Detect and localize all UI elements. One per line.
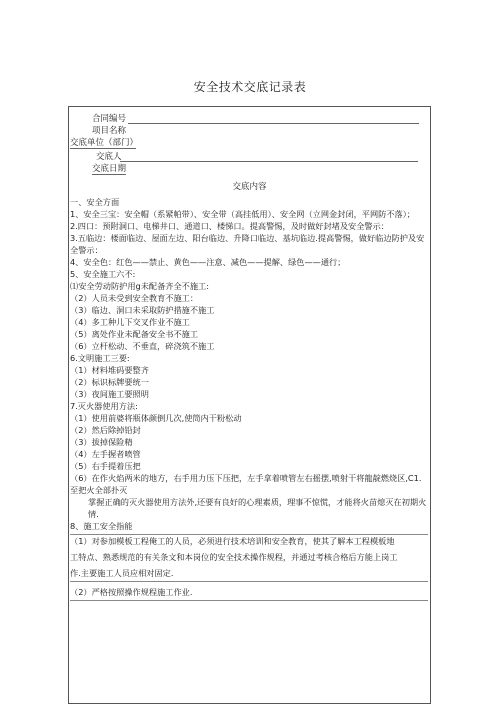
content-line: （4）多工种儿下交叉作业不施工 [70, 317, 190, 327]
content-line: 掌握正确的灭火器使用方法外,还要有良好的心理素质，理事不惊慌，才能将火苗熄灭在初期火情. [88, 497, 427, 519]
person-line [120, 161, 418, 162]
section-heading: 一、安全方面 [70, 197, 120, 207]
content-line: （1）对参加模板工程俺工的人员，必须进行技术培训和安全教育，使其了解本工程模板地 [70, 536, 395, 546]
content-line: ⑴安全劳动防护用g未配备齐全不施工: [70, 281, 209, 291]
date-label: 交底日期 [92, 164, 127, 174]
content-line: （3）拔掉保险精 [70, 437, 133, 447]
project-name-label: 项目名称 [92, 126, 127, 136]
content-line: （3）夜间施工要照明 [70, 389, 149, 399]
content-line: 2.四口：预附洞口、电梯井口、通道口、楼悌口。提高警惕，及时做好封堵及安全警示： [70, 221, 389, 231]
person-label: 交底人 [96, 152, 122, 162]
content-line: （5）离处作业未配备安全书不施工 [70, 329, 199, 339]
contract-no-label: 合同编号 [92, 114, 127, 124]
content-line: （5）右手提着压把 [70, 461, 141, 471]
document-title: 安全技术交底记录表 [193, 80, 307, 94]
content-line: （6）立杆松动、不垂直，碎浇筑不施工 [70, 341, 215, 351]
content-line: （2）标识标牌要统一 [70, 377, 149, 387]
contract-no-line [128, 123, 419, 124]
content-line: 6.文明施工三要: [70, 353, 130, 363]
unit-line [70, 148, 136, 149]
content-line: （2）严格按照操作规程施工作业. [70, 587, 193, 597]
content-line: （3）临边、洞口未采取防护措施不施工 [70, 305, 215, 315]
content-line: 8、施工安全指能 [70, 521, 133, 531]
content-line: 5、安全施工六不: [70, 269, 136, 279]
content-line: 4、安全色：红色——禁止、黄色——注意、减色——提解、绿色——通行； [70, 257, 346, 267]
content-line: 3.五临边：楼面临边、屋面左边、阳台临边、升降口临边、基坑临边.提高警惕，做好临边防护及安全警示： [70, 233, 425, 255]
content-line: （6）在作火焰两米的地方，右手用力压下压把，左手拿着喷管左右摇摆,喷射干将龍靛燃烧区,C1.至把火全部扑灭 [70, 473, 422, 495]
content-line: 7.灭火器使用方法: [70, 401, 138, 411]
content-line: （4）左手握者喷管 [70, 449, 141, 459]
content-line: （2）然后除掉铅封 [70, 425, 141, 435]
content-line: 1、安全三宝：安全帽（系紧帕带）、安全带（高挂低用）、安全网（立网金封闭，平网防不落）； [70, 209, 415, 219]
content-line: （1）使用前婆将瓶体颜倒几次,使筒内干粉松动 [70, 413, 242, 423]
content-line: 作.主要施工人员应相对固定. [70, 568, 174, 578]
content-line: （1）材料堆码要整齐 [70, 365, 149, 375]
section-divider [70, 600, 428, 601]
content-line: 工特点、熟悉规范的有关条文和本岗位的安全技术操作规程，并通过考核合格后方能上岗工 [70, 552, 398, 562]
unit-label: 交底单位（部门） [70, 138, 139, 148]
section-divider [70, 581, 428, 582]
content-line: （2）人员未受到安全教育不施工： [70, 293, 199, 303]
date-line [92, 174, 126, 175]
content-heading: 交底内容 [232, 182, 267, 192]
content-body [70, 196, 428, 601]
